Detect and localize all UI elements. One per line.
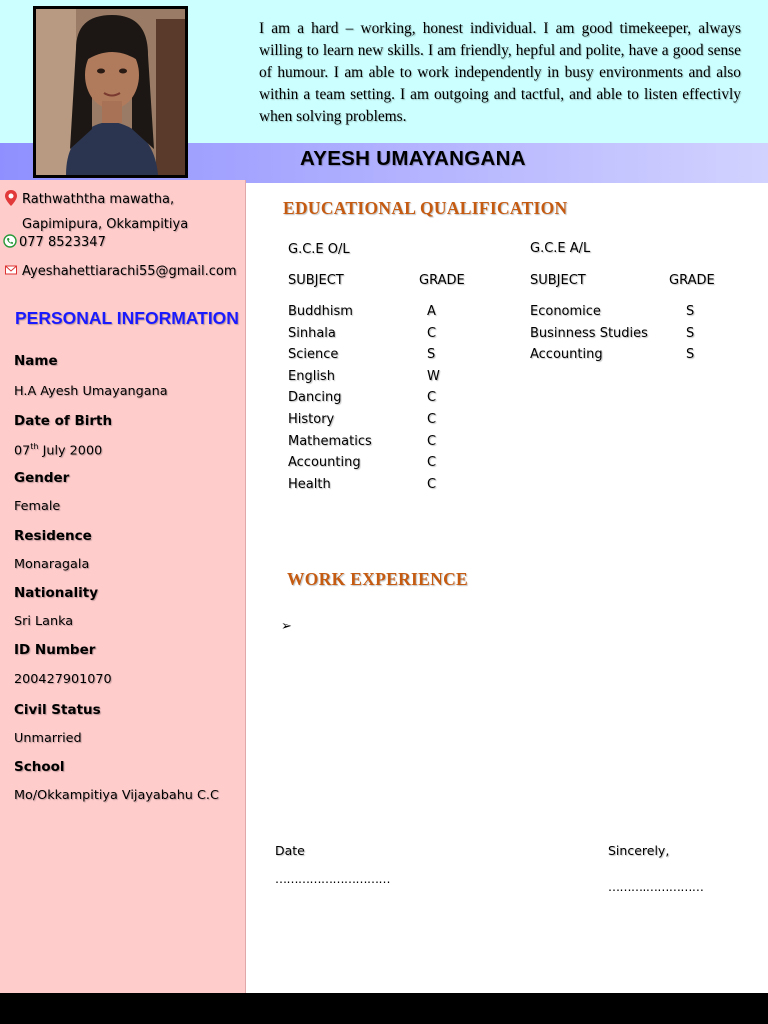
candidate-name: AYESH UMAYANGANA xyxy=(300,147,526,170)
location-pin-icon xyxy=(4,189,22,214)
ol-grade-header: GRADE xyxy=(419,273,465,288)
profile-photo xyxy=(33,6,188,178)
ol-subject: Mathematics xyxy=(288,433,372,449)
nationality-value: Sri Lanka xyxy=(14,614,74,629)
personal-info-heading: PERSONAL INFORMATION xyxy=(15,308,239,328)
ol-subject: Health xyxy=(288,476,331,492)
ol-subject: Accounting xyxy=(288,455,361,471)
address-line-1: Rathwaththa mawatha, xyxy=(22,192,175,207)
ol-grade: A xyxy=(427,304,436,319)
ol-grade: C xyxy=(427,455,437,471)
bottom-bar xyxy=(0,993,768,1024)
signature-line: ……….…………… xyxy=(608,880,704,894)
al-grade-header: GRADE xyxy=(669,273,715,288)
sincerely-label: Sincerely, xyxy=(608,843,670,858)
al-subject: Economice xyxy=(530,304,601,319)
ol-subject: Science xyxy=(288,347,339,363)
al-subject-header: SUBJECT xyxy=(530,273,586,288)
dob-label: Date of Birth xyxy=(14,413,113,429)
school-value: Mo/Okkampitiya Vijayabahu C.C xyxy=(14,788,219,803)
al-grade: S xyxy=(686,325,695,341)
residence-label: Residence xyxy=(14,528,92,544)
email xyxy=(4,261,237,282)
gender-label: Gender xyxy=(14,470,70,486)
phone xyxy=(3,232,106,253)
work-experience-heading: WORK EXPERIENCE xyxy=(287,569,468,589)
al-grade: S xyxy=(686,304,695,319)
ol-grade-list xyxy=(427,301,440,495)
al-subject: Businness Studies xyxy=(530,325,648,341)
id-value: 200427901070 xyxy=(14,672,112,687)
ol-subject-list xyxy=(288,301,372,495)
phone-number[interactable]: 077 8523347 xyxy=(19,235,106,250)
education-heading: EDUCATIONAL QUALIFICATION xyxy=(283,198,568,218)
date-label: Date xyxy=(275,843,305,858)
ol-subject-header: SUBJECT xyxy=(288,273,344,288)
ol-grade: C xyxy=(427,433,437,449)
ol-grade: S xyxy=(427,347,436,363)
date-line: ………………………… xyxy=(275,872,390,886)
email-icon xyxy=(4,261,22,282)
ol-grade: C xyxy=(427,476,437,492)
civil-status-label: Civil Status xyxy=(14,702,101,718)
residence-value: Monaragala xyxy=(14,557,90,572)
al-subject: Accounting xyxy=(530,347,603,363)
portrait-image xyxy=(36,9,185,175)
ol-grade: C xyxy=(427,325,437,341)
work-bullet-icon: ➢ xyxy=(281,619,292,634)
name-value: H.A Ayesh Umayangana xyxy=(14,384,168,399)
ol-grade: C xyxy=(427,411,437,427)
al-subject-list xyxy=(530,301,648,366)
ol-title: G.C.E O/L xyxy=(288,242,350,257)
email-address[interactable]: Ayeshahettiarachi55@gmail.com xyxy=(22,264,237,279)
al-grade-list xyxy=(686,301,694,366)
ol-subject: History xyxy=(288,411,335,427)
dob-value: 07th July 2000 xyxy=(14,442,103,459)
phone-icon xyxy=(3,232,19,253)
civil-status-value: Unmarried xyxy=(14,731,82,746)
ol-subject: English xyxy=(288,368,335,384)
ol-subject: Dancing xyxy=(288,390,342,406)
address-line-2: Gapimipura, Okkampitiya xyxy=(22,217,189,232)
ol-grade: W xyxy=(427,368,440,384)
ol-subject: Sinhala xyxy=(288,325,336,341)
id-label: ID Number xyxy=(14,642,96,658)
al-grade: S xyxy=(686,347,695,363)
address xyxy=(4,189,188,235)
ol-subject: Buddhism xyxy=(288,304,353,319)
gender-value: Female xyxy=(14,499,61,514)
summary-text: I am a hard – working, honest individual. I am good timekeeper, always willing to learn new skills. I am friendly, hepful and polite, have a good sense of humour. I am able to work independently in busy environments and also within a team setting. I am outgoing and tactful, and able to listen effectivly when solving problems. xyxy=(259,20,741,125)
ol-grade: C xyxy=(427,390,437,406)
al-title: G.C.E A/L xyxy=(530,241,591,256)
school-label: School xyxy=(14,759,65,775)
nationality-label: Nationality xyxy=(14,585,98,601)
name-label: Name xyxy=(14,353,58,369)
